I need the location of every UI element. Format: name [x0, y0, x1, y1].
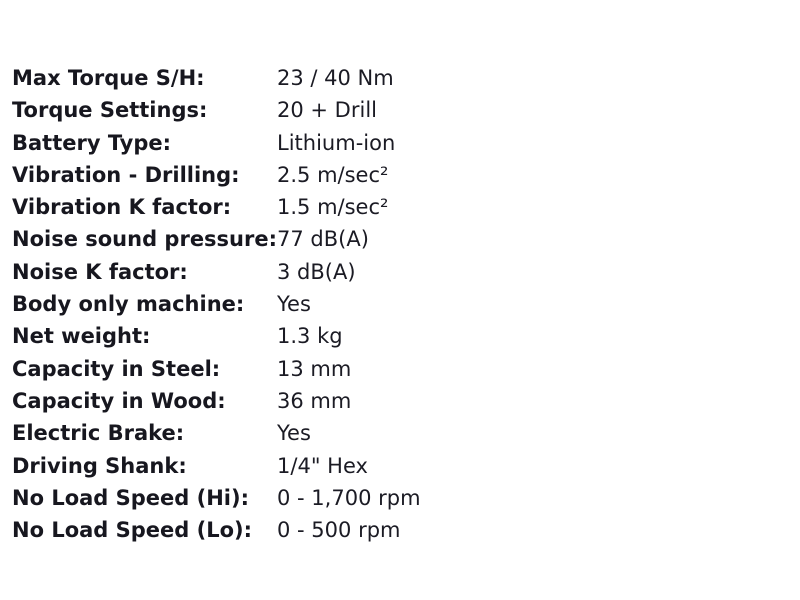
table-row [12, 288, 421, 320]
specification-table [12, 62, 421, 546]
spec-value: Yes [277, 421, 311, 446]
spec-label: Max Torque S/H: [12, 66, 205, 90]
spec-label: Vibration K factor: [12, 195, 232, 220]
table-row [12, 385, 421, 417]
table-row [12, 62, 421, 94]
spec-value: Yes [277, 292, 311, 317]
spec-value: 77 dB(A) [277, 227, 369, 252]
table-row [12, 450, 421, 482]
spec-value: 1.5 m/sec² [277, 195, 389, 220]
spec-label: No Load Speed (Lo): [12, 518, 253, 543]
spec-value: 13 mm [277, 356, 352, 381]
spec-label: Capacity in Wood: [12, 388, 226, 413]
spec-label: Noise sound pressure: [12, 227, 278, 252]
table-row [12, 223, 421, 255]
table-row [12, 353, 421, 385]
spec-label: Capacity in Steel: [12, 356, 221, 381]
spec-value: 0 - 500 rpm [277, 518, 401, 543]
spec-label: Vibration - Drilling: [12, 162, 240, 187]
table-row [12, 482, 421, 514]
specification-table-body [12, 62, 421, 546]
table-row [12, 191, 421, 223]
spec-label: Body only machine: [12, 292, 245, 317]
table-row [12, 159, 421, 191]
table-row [12, 514, 421, 546]
spec-label: Driving Shank: [12, 453, 187, 478]
spec-value: 20 + Drill [277, 98, 377, 123]
spec-value: 1/4" Hex [277, 453, 368, 478]
spec-label: Net weight: [12, 324, 151, 349]
table-row [12, 417, 421, 449]
spec-label: Noise K factor: [12, 259, 188, 284]
spec-value: 23 / 40 Nm [277, 66, 394, 90]
spec-value: 2.5 m/sec² [277, 162, 389, 187]
table-row [12, 127, 421, 159]
spec-value: 1.3 kg [277, 324, 343, 349]
table-row [12, 256, 421, 288]
spec-label: Battery Type: [12, 130, 172, 155]
spec-value: 3 dB(A) [277, 259, 356, 284]
spec-value: Lithium-ion [277, 130, 396, 155]
spec-label: No Load Speed (Hi): [12, 485, 249, 510]
table-row [12, 320, 421, 352]
spec-label: Torque Settings: [12, 98, 208, 123]
spec-label: Electric Brake: [12, 421, 185, 446]
table-row [12, 94, 421, 126]
spec-value: 36 mm [277, 388, 352, 413]
specification-sheet [12, 62, 788, 546]
spec-value: 0 - 1,700 rpm [277, 485, 421, 510]
